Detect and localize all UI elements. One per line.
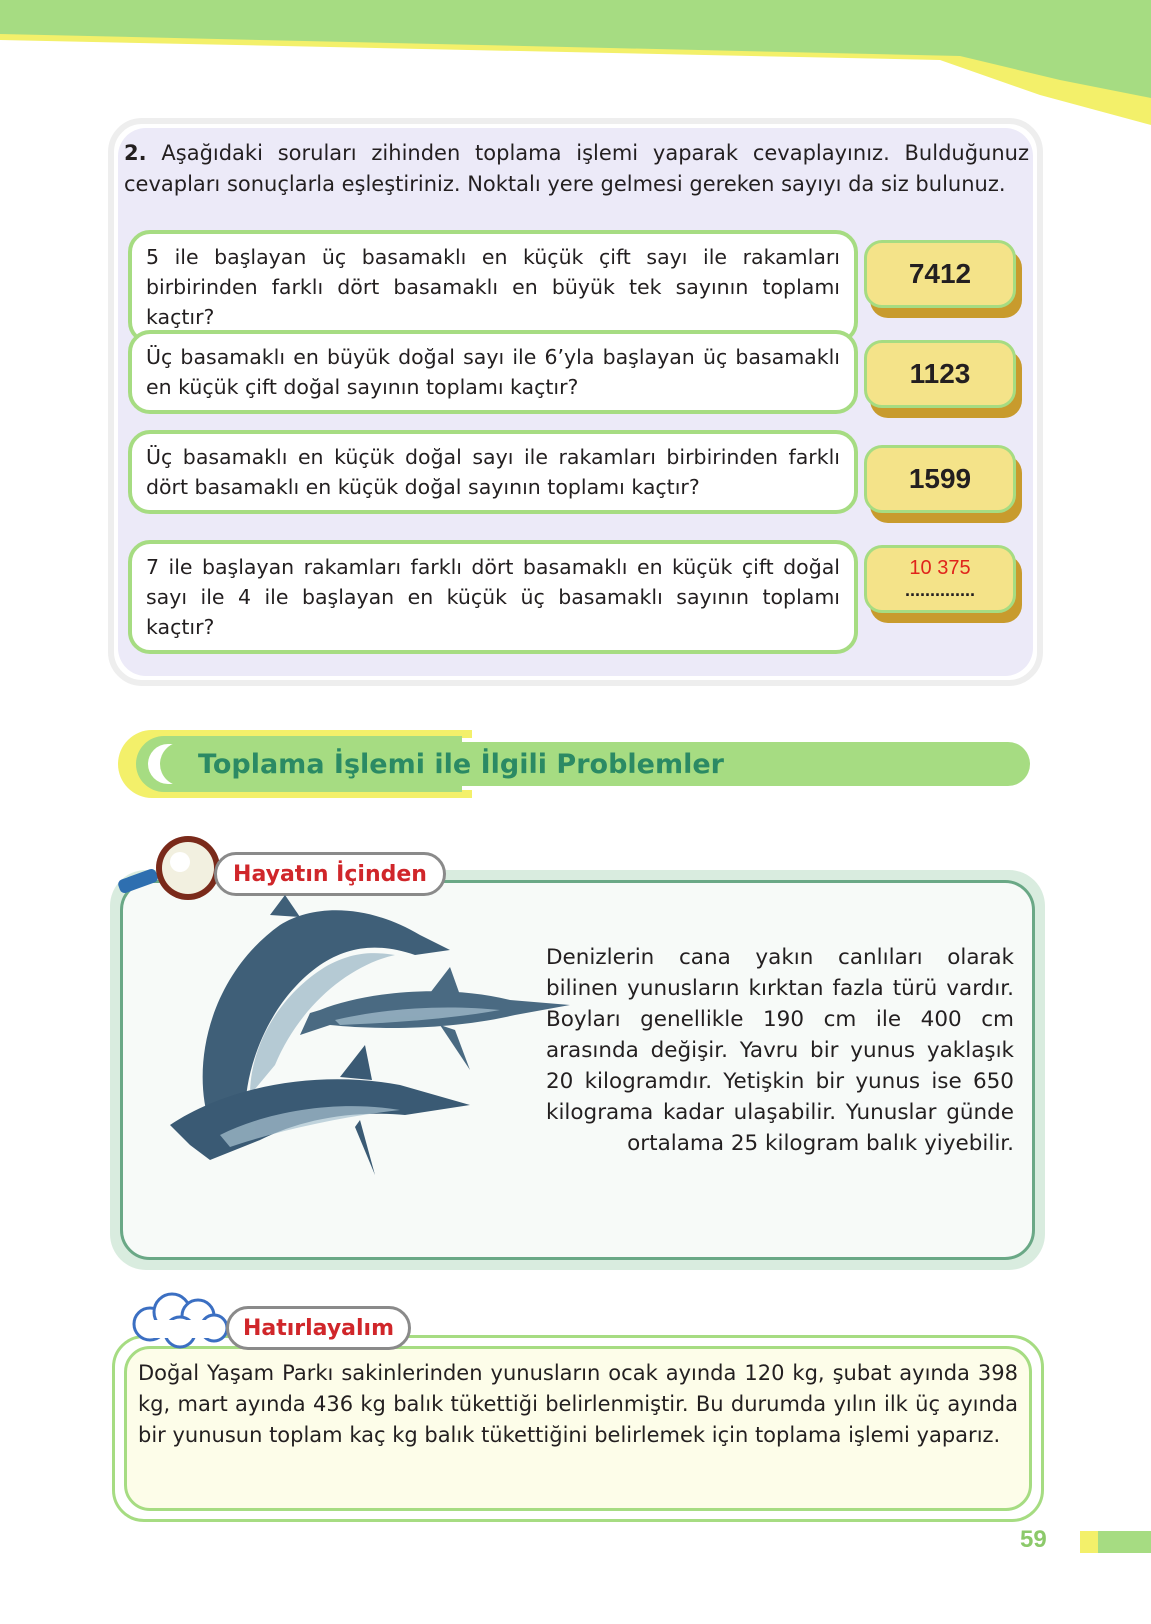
cloud-icon [120, 1290, 235, 1350]
section-title: Toplama İşlemi ile İlgili Problemler [198, 749, 724, 780]
answer-card-4 [864, 545, 1024, 625]
answer-value: 7412 [864, 240, 1016, 308]
answer-dots: .............. [904, 580, 975, 600]
answer-value: 1123 [864, 340, 1016, 408]
question-4: 7 ile başlayan rakamları farklı dört basamaklı en küçük çift doğal sayı ile 4 ile başlayan en küçük üç basamaklı sayının toplamı kaçtır? [128, 540, 858, 654]
reminder-label: Hatırlayalım [226, 1306, 411, 1350]
exercise-number: 2. [124, 141, 147, 165]
question-1: 5 ile başlayan üç basamaklı en küçük çift sayı ile rakamları birbirinden farklı dört basamaklı en büyük tek sayının toplamı kaçtır? [128, 230, 858, 344]
dolphins-illustration [150, 895, 580, 1185]
magnifier-icon [118, 832, 228, 904]
answer-card-2 [864, 340, 1024, 420]
handwritten-answer: 10 375 [909, 557, 971, 579]
page-number-bar-accent [1080, 1531, 1098, 1553]
question-2: Üç basamaklı en büyük doğal sayı ile 6’yla başlayan üç basamaklı en küçük çift doğal sayının toplamı kaçtır? [128, 330, 858, 414]
exercise-instruction [124, 138, 1029, 200]
answer-blank[interactable] [864, 545, 1016, 613]
life-text: Denizlerin cana yakın canlıları olarak bilinen yunusların kırktan fazla türü vardır. Boyları genellikle 190 cm ile 400 cm arasında değişir. Yavru bir yunus yaklaşık 20 kilogramdır. Yetişkin bir yunus ise 650 kilograma kadar ulaşabilir. Yunuslar günde ortalama 25 kilogram balık yiyebilir. [546, 945, 1014, 1156]
answer-card-3 [864, 445, 1024, 525]
page-number: 59 [1020, 1526, 1047, 1553]
reminder-text: Doğal Yaşam Parkı sakinlerinden yunusların ocak ayında 120 kg, şubat ayında 398 kg, mart ayında 436 kg balık tükettiği belirlenmiştir. Bu durumda yılın ilk üç ayında bir yunusun toplam kaç kg balık tükettiğini belirlemek için toplama işlemi yaparız. [138, 1361, 1018, 1447]
life-label: Hayatın İçinden [214, 852, 446, 896]
top-decor-band [0, 0, 1151, 130]
answer-value: 1599 [864, 445, 1016, 513]
answer-card-1 [864, 240, 1024, 320]
question-3: Üç basamaklı en küçük doğal sayı ile rakamları birbirinden farklı dört basamaklı en küçük doğal sayının toplamı kaçtır? [128, 430, 858, 514]
instruction-text: Aşağıdaki soruları zihinden toplama işlemi yaparak cevaplayınız. Bulduğunuz cevapları sonuçlarla eşleştiriniz. Noktalı yere gelmesi gereken sayıyı da siz bulunuz. [124, 141, 1029, 196]
